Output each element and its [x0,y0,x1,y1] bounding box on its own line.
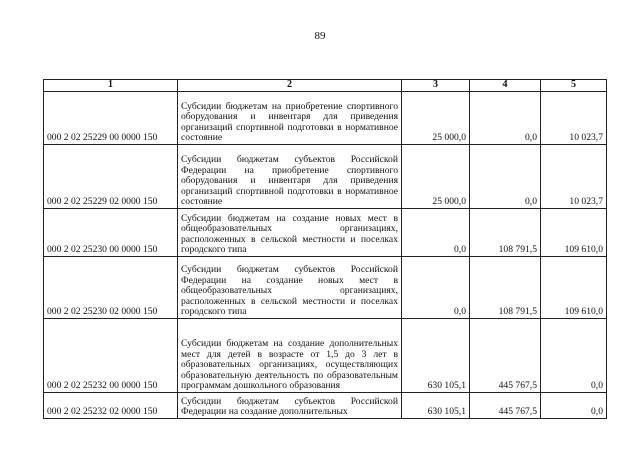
table-row [44,92,607,145]
column-header-1: 1 [44,80,178,92]
value-col4: 108 791,5 [470,209,541,257]
value-col4: 445 767,5 [470,393,541,419]
row-description: Субсидии бюджетам на создание новых мест в общеобразовательных организациях, расположенных в сельской местности и поселках городского типа [178,209,402,257]
value-col5: 0,0 [541,319,607,393]
column-header-5: 5 [541,80,607,92]
value-col5: 0,0 [541,393,607,419]
budget-code: 000 2 02 25232 02 0000 150 [44,393,178,419]
row-description: Субсидии бюджетам субъектов Российской Федерации на создание новых мест в общеобразовательных организациях, расположенных в сельской местности и поселках городского типа [178,257,402,319]
table-row [44,319,607,393]
value-col3: 25 000,0 [402,145,470,209]
value-col5: 10 023,7 [541,145,607,209]
column-header-3: 3 [402,80,470,92]
row-description: Субсидии бюджетам на приобретение спортивного оборудования и инвентаря для приведения организаций спортивной подготовки в нормативное состояние [178,92,402,145]
value-col5: 109 610,0 [541,257,607,319]
budget-table [43,79,607,419]
row-description: Субсидии бюджетам на создание дополнительных мест для детей в возрасте от 1,5 до 3 лет в образовательных организациях, осуществляющих образовательную деятельность по образовательным программам дошкольного образования [178,319,402,393]
value-col3: 0,0 [402,209,470,257]
value-col3: 630 105,1 [402,393,470,419]
row-description: Субсидии бюджетам субъектов Российской Федерации на создание дополнительных [178,393,402,419]
page-number: 89 [314,30,326,42]
column-header-4: 4 [470,80,541,92]
value-col3: 0,0 [402,257,470,319]
row-description: Субсидии бюджетам субъектов Российской Федерации на приобретение спортивного оборудования и инвентаря для приведения организаций спортивной подготовки в нормативное состояние [178,145,402,209]
budget-code: 000 2 02 25229 00 0000 150 [44,92,178,145]
table-row [44,257,607,319]
value-col4: 0,0 [470,92,541,145]
value-col4: 445 767,5 [470,319,541,393]
budget-code: 000 2 02 25230 00 0000 150 [44,209,178,257]
value-col3: 630 105,1 [402,319,470,393]
value-col5: 10 023,7 [541,92,607,145]
table-row [44,145,607,209]
table-row [44,209,607,257]
value-col4: 0,0 [470,145,541,209]
value-col4: 108 791,5 [470,257,541,319]
budget-code: 000 2 02 25232 00 0000 150 [44,319,178,393]
value-col5: 109 610,0 [541,209,607,257]
budget-code: 000 2 02 25230 02 0000 150 [44,257,178,319]
column-header-2: 2 [178,80,402,92]
budget-code: 000 2 02 25229 02 0000 150 [44,145,178,209]
table-row [44,393,607,419]
table-header-row [44,80,607,92]
value-col3: 25 000,0 [402,92,470,145]
